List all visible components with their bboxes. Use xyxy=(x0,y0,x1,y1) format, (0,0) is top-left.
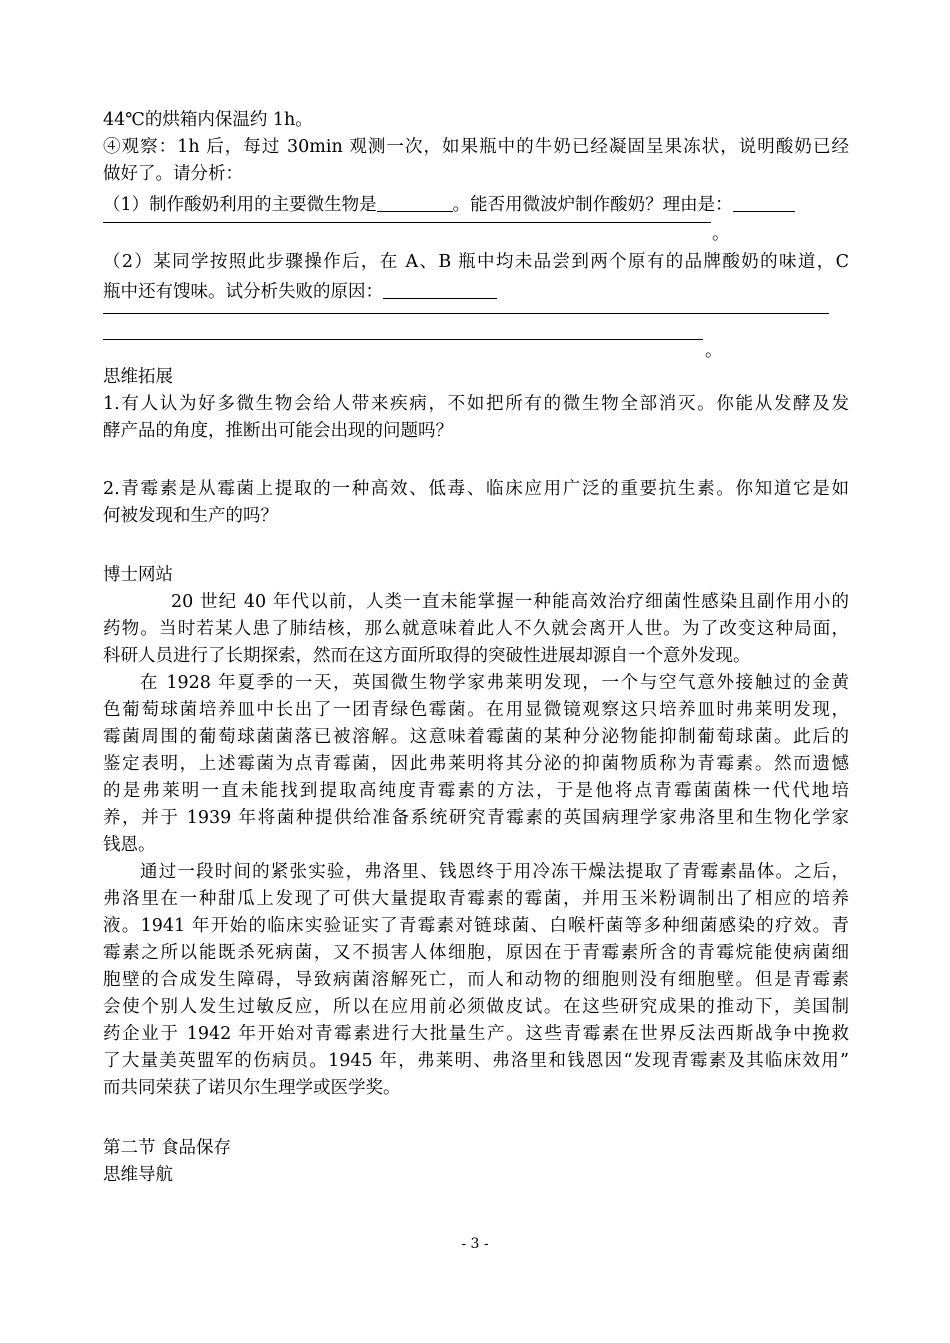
question-2-line-1: （2）某同学按照此步骤操作后，在 A、B 瓶中均未品尝到两个原有的品牌酸奶的味道，C xyxy=(103,252,849,272)
question-1 xyxy=(103,188,849,222)
paragraph-line: 胞壁的合成发生障碍，导致病菌溶解死亡，而人和动物的细胞则没有细胞壁。但是青霉素 xyxy=(103,970,849,990)
paragraph-line: 色葡萄球菌培养皿中长出了一团青绿色霉菌。在用显微镜观察这只培养皿时弗莱明发现， xyxy=(103,700,849,720)
section-subtitle: 思维导航 xyxy=(103,1165,173,1185)
paragraph-line: 霉素之所以能既杀死病菌，又不损害人体细胞，原因在于青霉素所含的青霉烷能使病菌细 xyxy=(103,943,849,963)
page-number: - 3 - xyxy=(461,1236,489,1252)
period-mark: 。 xyxy=(705,341,723,361)
paragraph-line: 20 世纪 40 年代以前，人类一直未能掌握一种能高效治疗细菌性感染且副作用小的 xyxy=(171,592,849,612)
paragraph-line: 弗洛里在一种甜瓜上发现了可供大量提取青霉素的霉菌，并用玉米粉调制出了相应的培养 xyxy=(103,889,849,909)
paragraph-line: 药物。当时若某人患了肺结核，那么就意味着此人不久就会离开人世。为了改变这种局面， xyxy=(103,619,849,639)
text-line: 2.青霉素是从霉菌上提取的一种高效、低毒、临床应用广泛的重要抗生素。你知道它是如 xyxy=(103,479,849,499)
question-1-text-b: 。能否用微波炉制作酸奶？理由是： xyxy=(452,195,733,215)
question-2-line-2 xyxy=(103,275,849,309)
paragraph-line: 养，并于 1939 年将菌种提供给准备系统研究青霉素的英国病理学家弗洛里和生物化学家 xyxy=(103,808,849,828)
section-heading: 博士网站 xyxy=(103,565,173,585)
section-heading: 思维拓展 xyxy=(103,367,173,387)
answer-line[interactable] xyxy=(103,222,711,223)
text-line: 酵产品的角度，推断出可能会出现的问题吗？ xyxy=(103,421,453,441)
period-mark: 。 xyxy=(712,224,730,244)
paragraph-line: 通过一段时间的紧张实验，弗洛里、钱恩终于用冷冻干燥法提取了青霉素晶体。之后， xyxy=(140,862,849,882)
paragraph-line: 的是弗莱明一直未能找到提取高纯度青霉素的方法，于是他将点青霉菌菌株一代代地培 xyxy=(103,781,849,801)
section-title: 第二节 食品保存 xyxy=(103,1138,232,1158)
answer-blank[interactable] xyxy=(377,191,453,212)
paragraph-line: 了大量美英盟军的伤病员。1945 年，弗莱明、弗洛里和钱恩因“发现青霉素及其临床效用” xyxy=(103,1051,849,1071)
paragraph-line: 鉴定表明，上述霉菌为点青霉菌，因此弗莱明将其分泌的抑菌物质称为青霉素。然而遗憾 xyxy=(103,754,849,774)
paragraph-line: 在 1928 年夏季的一天，英国微生物学家弗莱明发现，一个与空气意外接触过的金黄 xyxy=(140,673,849,693)
paragraph-line: 药企业于 1942 年开始对青霉素进行大批量生产。这些青霉素在世界反法西斯战争中挽救 xyxy=(103,1024,849,1044)
text-line: 何被发现和生产的吗？ xyxy=(103,506,278,526)
paragraph-line: 霉菌周围的葡萄球菌菌落已被溶解。这意味着霉菌的某种分泌物能抑制葡萄球菌。此后的 xyxy=(103,727,849,747)
paragraph-line: 钱恩。 xyxy=(103,835,156,855)
paragraph-line: 科研人员进行了长期探索，然而在这方面所取得的突破性进展却源自一个意外发现。 xyxy=(103,646,751,666)
question-2-text: 瓶中还有馊味。试分析失败的原因： xyxy=(103,282,383,302)
paragraph-line: 液。1941 年开始的临床实验证实了青霉素对链球菌、白喉杆菌等多种细菌感染的疗效。青 xyxy=(103,916,849,936)
question-1-text-a: （1）制作酸奶利用的主要微生物是 xyxy=(103,195,377,215)
paragraph-line: 而共同荣获了诺贝尔生理学或医学奖。 xyxy=(103,1078,401,1098)
answer-line[interactable] xyxy=(103,313,829,314)
answer-blank[interactable] xyxy=(733,191,795,212)
text-line: ④观察：1h 后，每过 30min 观测一次，如果瓶中的牛奶已经凝固呈果冻状，说明酸奶已经 xyxy=(103,137,849,157)
text-line: 44℃的烘箱内保温约 1h。 xyxy=(103,110,313,130)
answer-blank[interactable] xyxy=(383,278,497,299)
text-line: 1.有人认为好多微生物会给人带来疾病，不如把所有的微生物全部消灭。你能从发酵及发 xyxy=(103,394,849,414)
text-line: 做好了。请分析： xyxy=(103,164,243,184)
answer-line[interactable] xyxy=(103,339,703,340)
paragraph-line: 会使个别人发生过敏反应，所以在应用前必须做皮试。在这些研究成果的推动下，美国制 xyxy=(103,997,849,1017)
